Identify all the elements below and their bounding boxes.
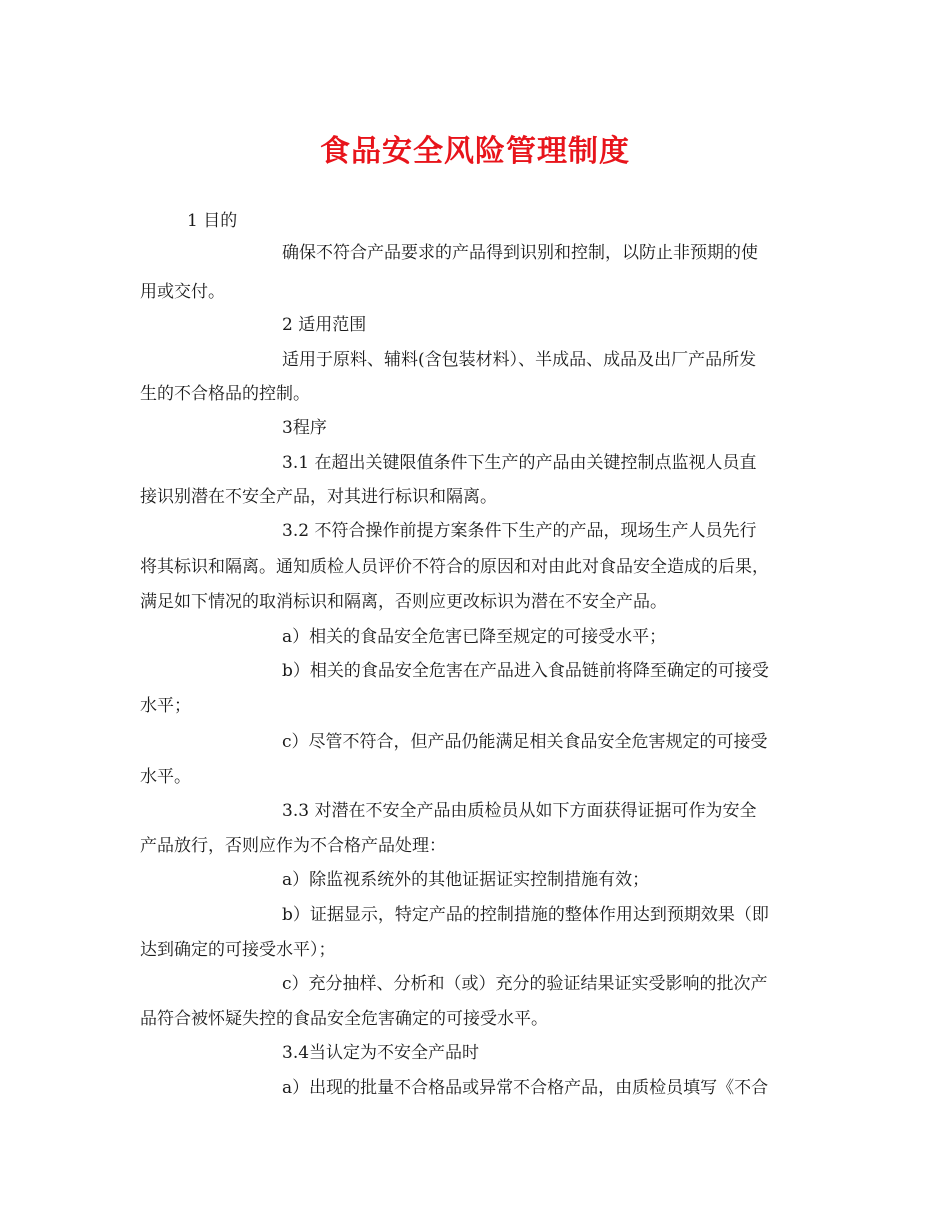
list-item: b）证据显示，特定产品的控制措施的整体作用达到预期效果（即 [282,905,769,925]
paragraph-line: 生的不合格品的控制。 [140,384,310,404]
paragraph-line: 达到确定的可接受水平）； [140,940,336,960]
paragraph-line: 水平； [140,696,191,716]
list-item: a）除监视系统外的其他证据证实控制措施有效； [282,870,650,890]
paragraph-line: 满足如下情况的取消标识和隔离，否则应更改标识为潜在不安全产品。 [140,592,667,612]
paragraph-line: 用或交付。 [140,282,225,302]
paragraph-line: 确保不符合产品要求的产品得到识别和控制，以防止非预期的使 [282,243,758,263]
section-heading-purpose: 1 目的 [187,211,238,231]
paragraph-line: 3.1 在超出关键限值条件下生产的产品由关键控制点监视人员直 [282,453,757,473]
paragraph-line: 3.3 对潜在不安全产品由质检员从如下方面获得证据可作为安全 [282,801,757,821]
list-item: a）相关的食品安全危害已降至规定的可接受水平； [282,627,667,647]
paragraph-line: 水平。 [140,767,191,787]
section-heading-scope: 2 适用范围 [282,315,367,335]
list-item: c）尽管不符合，但产品仍能满足相关食品安全危害规定的可接受 [282,732,768,752]
paragraph-line: 品符合被怀疑失控的食品安全危害确定的可接受水平。 [140,1009,548,1029]
document-title: 食品安全风险管理制度 [320,134,630,169]
paragraph-line: 产品放行，否则应作为不合格产品处理： [140,836,446,856]
paragraph-line: 将其标识和隔离。通知质检人员评价不符合的原因和对由此对食品安全造成的后果， [140,557,769,577]
section-heading-procedure: 3程序 [282,418,327,438]
paragraph-line: 3.4当认定为不安全产品时 [282,1043,480,1063]
paragraph-line: 3.2 不符合操作前提方案条件下生产的产品，现场生产人员先行 [282,521,757,541]
paragraph-line: 接识别潜在不安全产品，对其进行标识和隔离。 [140,487,497,507]
list-item: c）充分抽样、分析和（或）充分的验证结果证实受影响的批次产 [282,974,768,994]
list-item: b）相关的食品安全危害在产品进入食品链前将降至确定的可接受 [282,661,769,681]
list-item: a）出现的批量不合格品或异常不合格产品，由质检员填写《不合 [282,1078,769,1098]
paragraph-line: 适用于原料、辅料(含包装材料）、半成品、成品及出厂产品所发 [282,350,757,370]
